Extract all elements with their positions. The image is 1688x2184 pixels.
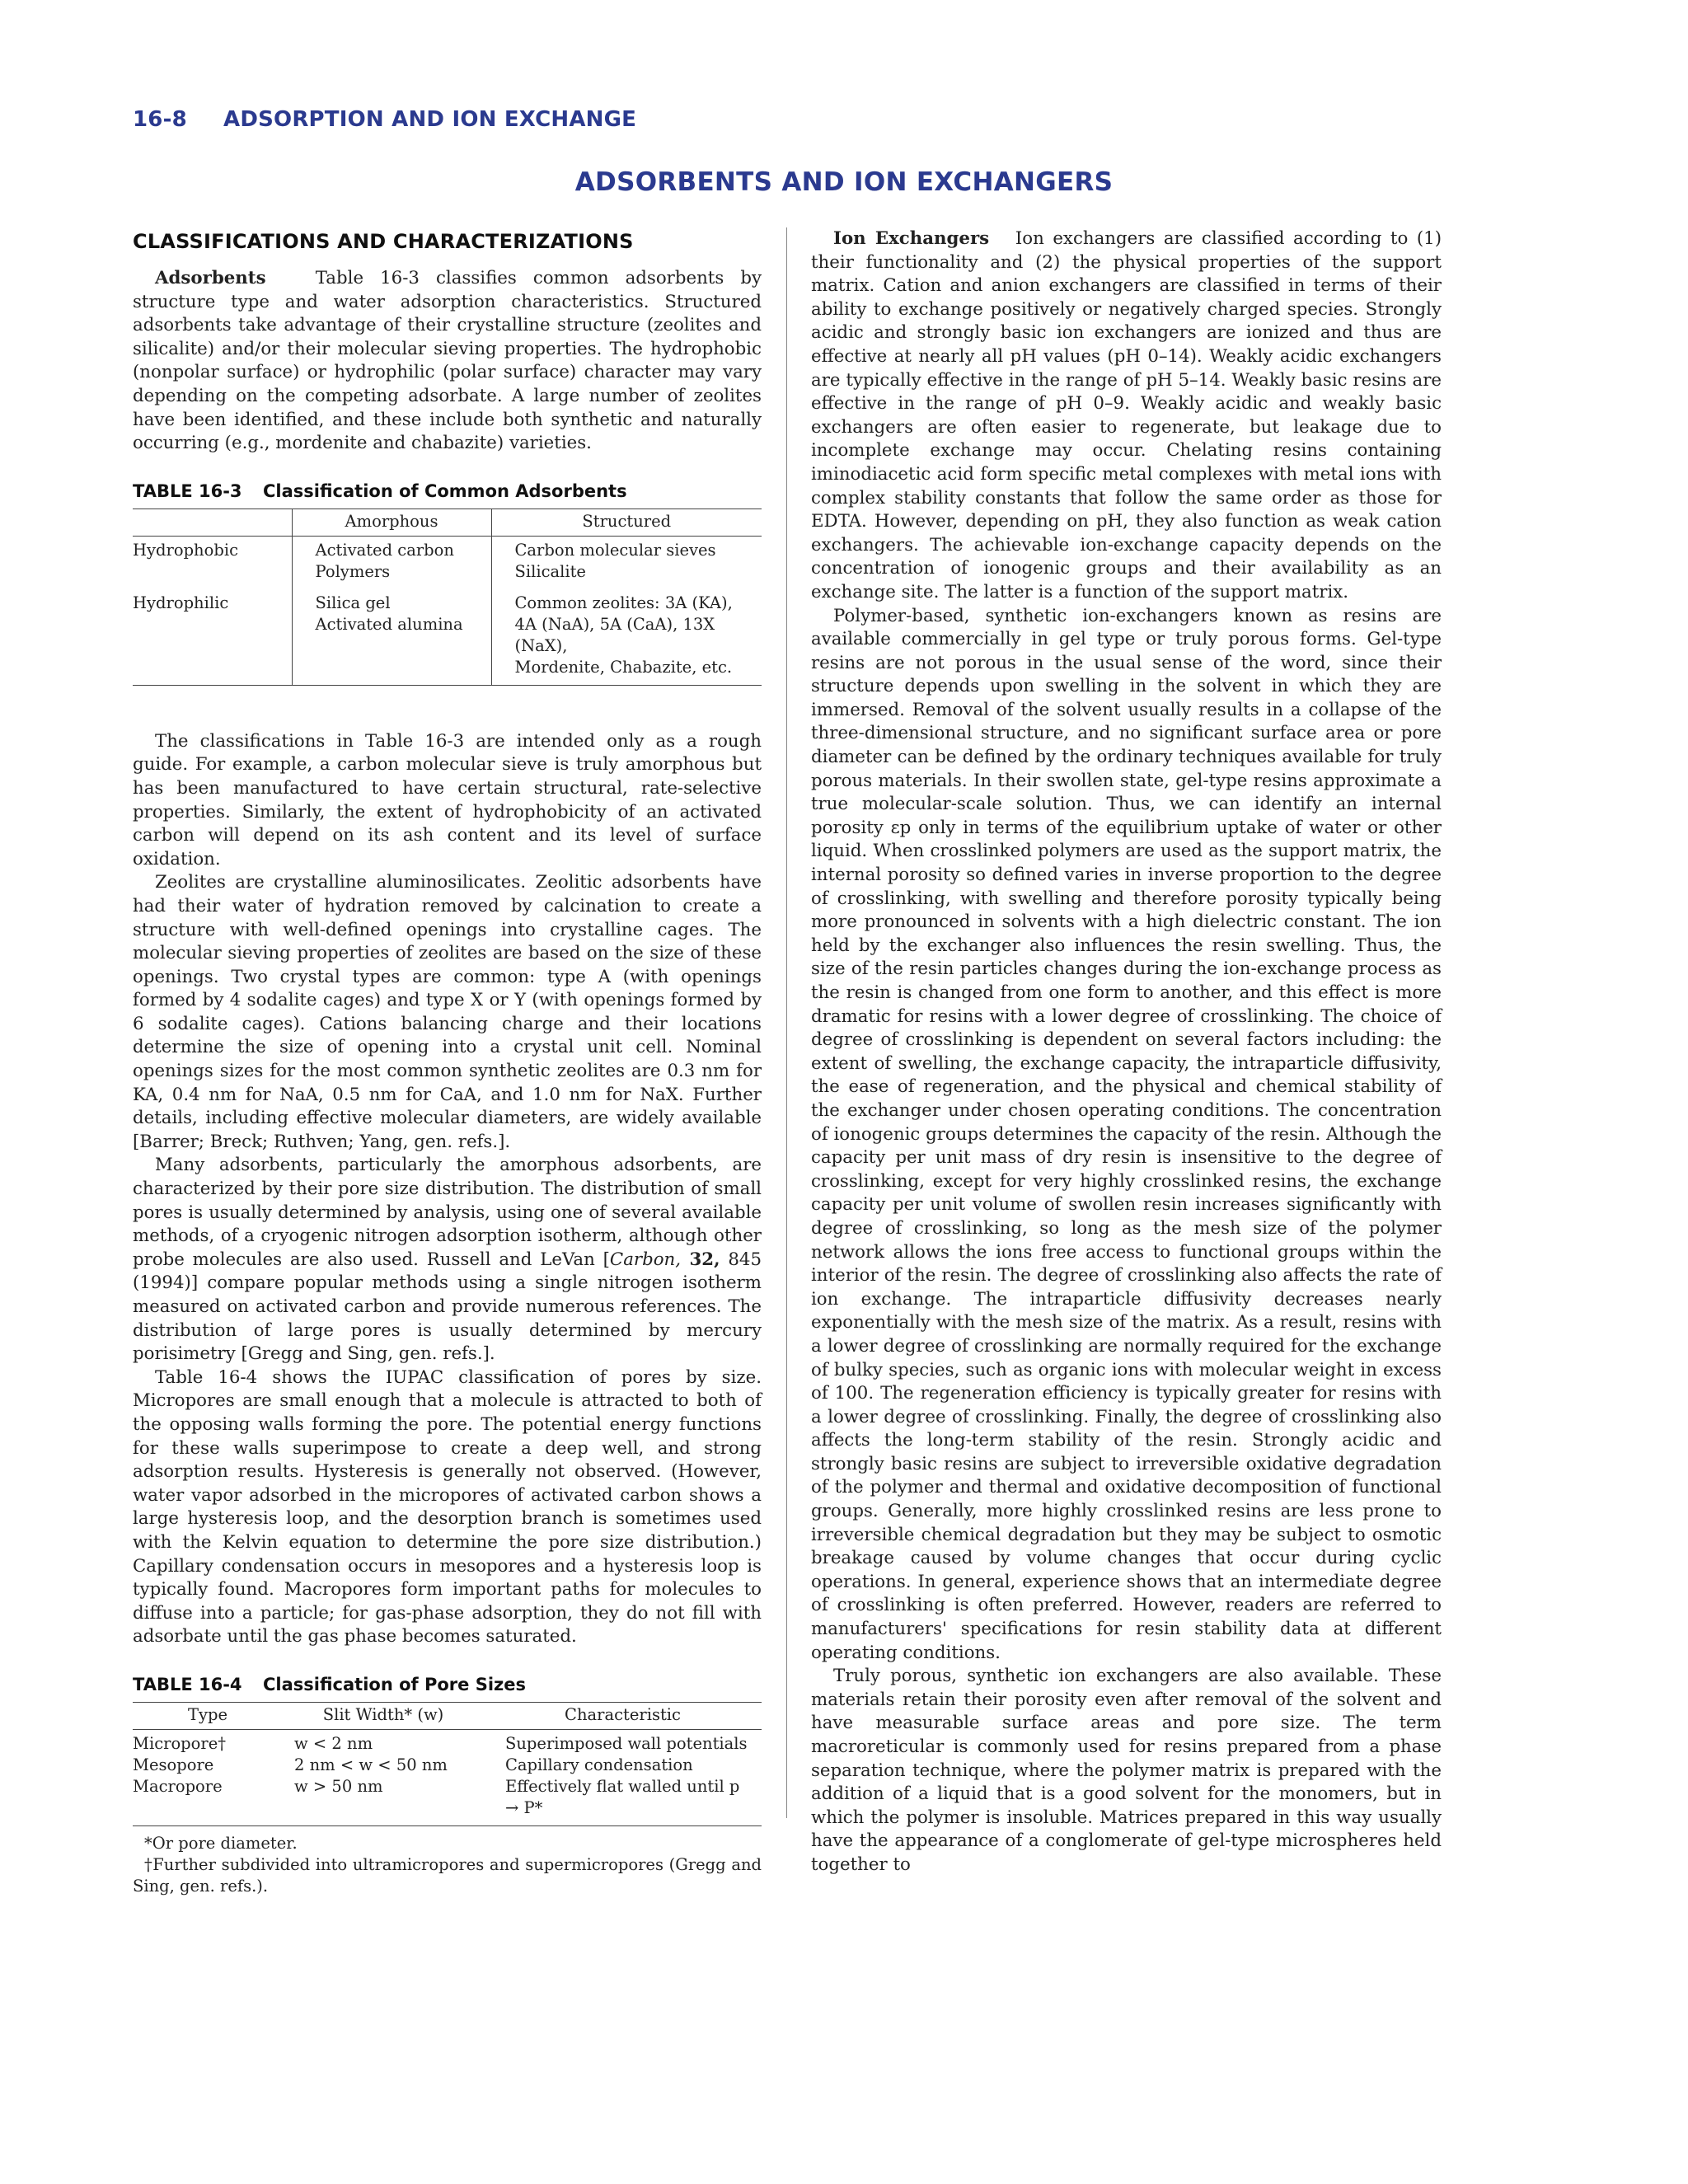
chapter-title: ADSORPTION AND ION EXCHANGE (223, 107, 637, 132)
pore-distribution-text-1: Many adsorbents, particularly the amorphous adsorbents, are characterized by their pore size distribution. The distribution of small pores is usually determined by analysis, using one of several available methods, of a cryogenic nitrogen adsorption isotherm, although other probe molecules are also used. Russell and LeVan [ (133, 1155, 762, 1270)
ion-exchangers-paragraph (811, 227, 1442, 605)
table-header-blank (133, 509, 292, 536)
polymer-resins-paragraph: Polymer-based, synthetic ion-exchangers known as resins are available commercially in gel type or truly porous forms. Gel-type resins are not porous in the usual sense of the word, since their structure depends upon swelling in the solvent in which they are immersed. Removal of the solvent usually results in a collapse of the three-dimensional structure, and no significant surface area or pore diameter can be defined by the ordinary techniques available for truly porous materials. In their swollen state, gel-type resins approximate a true molecular-scale solution. Thus, we can identify an internal porosity εp only in terms of the equilibrium uptake of water or other liquid. When crosslinked polymers are used as the support matrix, the internal porosity so defined varies in inverse proportion to the degree of crosslinking, with swelling and therefore porosity typically being more pronounced in solvents with a high dielectric constant. The ion held by the exchanger also influences the resin swelling. Thus, the size of the resin particles changes during the ion-exchange process as the resin is changed from one form to another, and this effect is more dramatic for resins with a lower degree of crosslinking. The choice of degree of crosslinking is dependent on several factors including: the extent of swelling, the exchange capacity, the intraparticle diffusivity, the ease of regeneration, and the physical and chemical stability of the exchanger under chosen operating conditions. The concentration of ionogenic groups determines the capacity of the resin. Although the capacity per unit mass of dry resin is insensitive to the degree of crosslinking, except for very highly crosslinked resins, the exchange capacity per unit volume of swollen resin increases significantly with degree of crosslinking, so long as the mesh size of the polymer network allows the ions free access to functional groups within the interior of the resin. The degree of crosslinking also affects the rate of ion exchange. The intraparticle diffusivity decreases nearly exponentially with the mesh size of the matrix. As a result, resins with a lower degree of crosslinking are normally required for the exchange of bulky species, such as organic ions with molecular weight in excess of 100. The regeneration efficiency is typically greater for resins with a lower degree of crosslinking. Finally, the degree of crosslinking also affects the long-term stability of the resin. Strongly acidic and strongly basic resins are subject to irreversible oxidative degradation of the polymer and thermal and oxidative decomposition of functional groups. Generally, more highly crosslinked resins are less prone to irreversible chemical degradation but they may be subject to osmotic breakage caused by volume changes that occur during cyclic operations. In general, experience shows that an intermediate degree of crosslinking is often preferred. However, readers are referred to manufacturers' specifications for resin stability data at different operating conditions. (811, 605, 1442, 1663)
table-header-structured: Structured (491, 509, 762, 536)
table-16-4-title: Classification of Pore Sizes (263, 1674, 526, 1694)
row-label-hydrophobic: Hydrophobic (133, 540, 238, 560)
section-title: ADSORBENTS AND ION EXCHANGERS (574, 167, 1114, 197)
table-header-amorphous: Amorphous (292, 509, 491, 536)
adsorbents-paragraph (133, 267, 762, 456)
table-16-3-title: Classification of Common Adsorbents (263, 480, 627, 501)
right-column (811, 227, 1442, 1877)
cell-pore-widths: w < 2 nm 2 nm < w < 50 nm w > 50 nm (283, 1729, 484, 1825)
table-16-4-number: TABLE 16-4 (133, 1674, 242, 1694)
column-divider (786, 227, 787, 1818)
table-header-slit-width: Slit Width* (w) (283, 1702, 484, 1729)
cell-pore-characteristics: Superimposed wall potentials Capillary condensation Effectively flat walled until p → P* (484, 1729, 762, 1825)
row-label-hydrophilic: Hydrophilic (133, 589, 292, 686)
page-number: 16-8 (133, 107, 187, 132)
table-16-4-caption (133, 1672, 762, 1697)
adsorbents-runin-heading: Adsorbents (155, 268, 266, 288)
table-16-4 (133, 1702, 762, 1826)
ion-exchangers-text: Ion exchangers are classified according to (1) their functionality and (2) the physical properties of the support matrix. Cation and anion exchangers are classified in terms of their ability to exchange positively or negatively charged species. Strongly acidic and strongly basic ion exchangers are ionized and thus are effective at nearly all pH values (pH 0–14). Weakly acidic exchangers are typically effective in the range of pH 5–14. Weakly basic resins are effective in the range of pH 0–9. Weakly acidic and weakly basic exchangers are often easier to regenerate, but leakage due to incomplete exchange may occur. Chelating resins containing iminodiacetic acid form specific metal complexes with metal ions with complex stability constants that follow the same order as those for EDTA. However, depending on pH, they also function as weak cation exchangers. The achievable ion-exchange capacity depends on the concentration of ionogenic groups and their availability as an exchange site. The latter is a function of the support matrix. (811, 228, 1442, 602)
cell-hydrophilic-structured: Common zeolites: 3A (KA), 4A (NaA), 5A (CaA), 13X (NaX), Mordenite, Chabazite, etc. (491, 589, 762, 686)
cell-hydrophobic-amorphous: Activated carbon Polymers (292, 536, 491, 589)
table-header-type: Type (133, 1702, 283, 1729)
table-16-3-caption (133, 479, 762, 504)
truly-porous-paragraph: Truly porous, synthetic ion exchangers are also available. These materials retain their porosity even after removal of the solvent and have measurable surface areas and pore size. The term macroreticular is commonly used for resins prepared from a phase separation technique, where the polymer matrix is prepared with the addition of a liquid that is a good solvent for the monomers, but in which the polymer is insoluble. Matrices prepared in this way usually have the appearance of a conglomerate of gel-type microspheres held together to (811, 1666, 1442, 1875)
table-header-characteristic: Characteristic (484, 1702, 762, 1729)
table-footnote-2: †Further subdivided into ultramicropores and supermicropores (Gregg and Sing, gen. refs.). (133, 1854, 762, 1896)
journal-name: Carbon, (609, 1249, 682, 1270)
subsection-heading: CLASSIFICATIONS AND CHARACTERIZATIONS (133, 230, 634, 253)
adsorbents-text: Table 16-3 classifies common adsorbents by structure type and water adsorption characteristics. Structured adsorbents take advantage of their crystalline structure (zeolites and silicalite) and/or their molecular sieving properties. The hydrophobic (nonpolar surface) or hydrophilic (polar surface) character may vary depending on the competing adsorbate. A large number of zeolites have been identified, and these include both synthetic and naturally occurring (e.g., mordenite and chabazite) varieties. (133, 268, 762, 454)
cell-hydrophilic-amorphous: Silica gel Activated alumina (292, 589, 491, 686)
cell-hydrophobic-structured: Carbon molecular sieves Silicalite (491, 536, 762, 589)
table-16-4-paragraph: Table 16-4 shows the IUPAC classification of pores by size. Micropores are small enough that a molecule is attracted to both of the opposing walls forming the pore. The potential energy functions for these walls superimpose to create a deep well, and strong adsorption results. Hysteresis is generally not observed. (However, water vapor adsorbed in the micropores of activated carbon shows a large hysteresis loop, and the desorption branch is sometimes used with the Kelvin equation to determine the pore size distribution.) Capillary condensation occurs in mesopores and a hysteresis loop is typically found. Macropores form important paths for molecules to diffuse into a particle; for gas-phase adsorption, they do not fill with adsorbate until the gas phase becomes saturated. (133, 1366, 762, 1647)
table-16-3 (133, 509, 762, 686)
cell-pore-types: Micropore† Mesopore Macropore (133, 1729, 283, 1825)
journal-volume: 32, (681, 1249, 720, 1270)
pore-distribution-text-2: 845 (1994)] compare popular methods using a single nitrogen isotherm measured on activated carbon and provide numerous references. The distribution of large pores is usually determined by mercury porisimetry [Gregg and Sing, gen. refs.]. (133, 1249, 762, 1365)
left-column (133, 227, 762, 1897)
table-16-3-number: TABLE 16-3 (133, 480, 242, 501)
running-head (133, 107, 636, 132)
pore-distribution-paragraph (133, 1154, 762, 1366)
ion-exchangers-runin-heading: Ion Exchangers (833, 228, 990, 249)
table-footnote-1: *Or pore diameter. (144, 1833, 298, 1853)
zeolites-paragraph: Zeolites are crystalline aluminosilicates. Zeolitic adsorbents have had their water of hydration removed by calcination to create a structure with well-defined openings into crystalline cages. The molecular sieving properties of zeolites are based on the size of these openings. Two crystal types are common: type A (with openings formed by 4 sodalite cages) and type X or Y (with openings formed by 6 sodalite cages). Cations balancing charge and their locations determine the size of opening into a crystal unit cell. Nominal openings sizes for the most common synthetic zeolites are 0.3 nm for KA, 0.4 nm for NaA, 0.5 nm for CaA, and 1.0 nm for NaX. Further details, including effective molecular diameters, are widely available [Barrer; Breck; Ruthven; Yang, gen. refs.]. (133, 872, 762, 1152)
classifications-paragraph: The classifications in Table 16-3 are intended only as a rough guide. For example, a carbon molecular sieve is truly amorphous but has been manufactured to have certain structural, rate-selective properties. Similarly, the extent of hydrophobicity of an activated carbon will depend on its ash content and its level of surface oxidation. (133, 730, 762, 869)
